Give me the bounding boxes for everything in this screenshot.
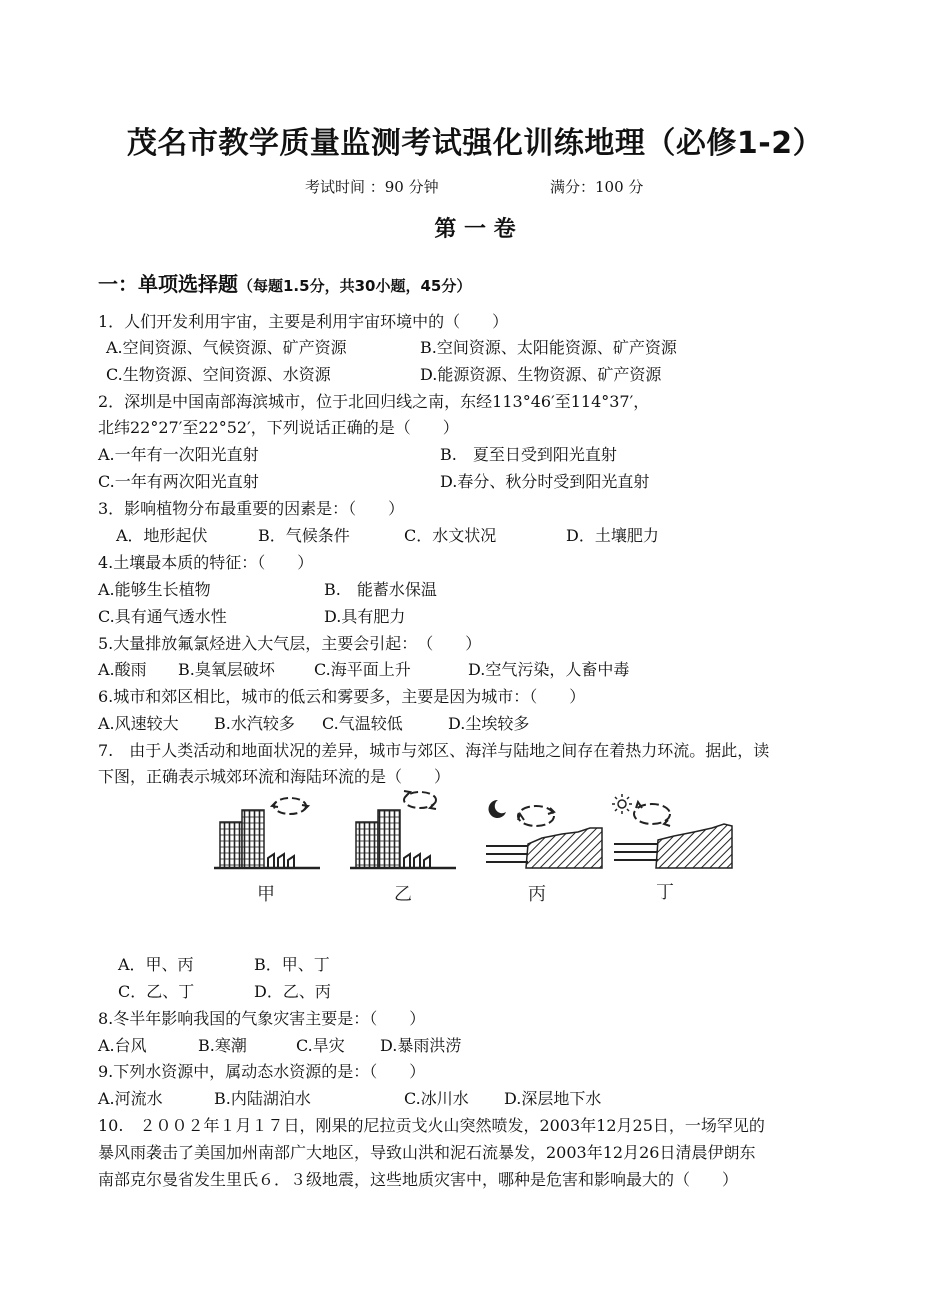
building-left [356,822,378,868]
q2-option-c: C.一年有两次阳光直射 [98,472,259,491]
question-9-stem: 9.下列水资源中，属动态水资源的是：（ ） [98,1062,426,1081]
q4-option-c: C.具有通气透水性 [98,607,227,626]
building-right [242,810,264,868]
question-4-stem: 4.土壤最本质的特征：（ ） [98,553,314,572]
question-3-stem: 3．影响植物分布最重要的因素是：（ ） [98,499,405,518]
factory-roofs [404,854,430,868]
arrow-icon [404,791,410,796]
q6-option-c: C.气温较低 [322,714,403,733]
section-note: （每题1.5分，共30小题，45分） [238,277,472,295]
q5-option-a: A.酸雨 [98,660,147,679]
question-1-stem: 1．人们开发利用宇宙，主要是利用宇宙环境中的（ ） [98,312,509,331]
q2-option-a: A.一年有一次阳光直射 [98,445,259,464]
q3-option-d: D．土壤肥力 [566,526,659,545]
thermal-circulation-figure [212,788,752,920]
exam-time: 考试时间 ：90 分钟 [305,178,439,196]
panel-yi [350,791,456,905]
q7-option-d: D．乙、丙 [254,982,331,1001]
q6-option-b: B.水汽较多 [214,714,295,733]
exam-title: 茂名市教学质量监测考试强化训练地理（必修1-2） [126,126,824,161]
panel-label-bing: 丙 [528,884,546,905]
q1-option-d: D.能源资源、生物资源、矿产资源 [420,365,662,384]
full-score: 满分：100 分 [550,178,644,196]
section-heading [98,268,471,297]
question-10-line3: 南部克尔曼省发生里氏６．３级地震，这些地质灾害中，哪种是危害和影响最大的（ ） [98,1170,739,1189]
land-hatch [656,824,732,868]
building-left [220,822,242,868]
q4-option-a: A.能够生长植物 [98,580,211,599]
q7-option-a: A．甲、丙 [118,955,194,974]
q1-option-b: B.空间资源、太阳能资源、矿产资源 [420,338,677,357]
arrow-icon [518,814,524,820]
q9-option-c: C.冰川水 [404,1089,469,1108]
building-right [378,810,400,868]
panel-label-jia: 甲 [257,884,275,905]
q7-option-b: B．甲、丁 [254,955,330,974]
q5-option-d: D.空气污染，人畜中毒 [468,660,630,679]
circulation-loop-icon [518,806,554,826]
question-2-stem-line2: 北纬22°27′至22°52′，下列说话正确的是（ ） [98,418,459,437]
q9-option-d: D.深层地下水 [504,1089,602,1108]
q7-option-c: C．乙、丁 [118,982,195,1001]
q8-option-b: B.寒潮 [198,1036,247,1055]
sun-icon [612,794,632,814]
q3-option-a: A．地形起伏 [116,526,208,545]
question-6-stem: 6.城市和郊区相比，城市的低云和雾要多，主要是因为城市：（ ） [98,687,586,706]
q1-option-c: C.生物资源、空间资源、水资源 [106,365,331,384]
q9-option-b: B.内陆湖泊水 [214,1089,311,1108]
question-5-stem: 5.大量排放氟氯烃进入大气层，主要会引起： （ ） [98,634,482,653]
q6-option-a: A.风速较大 [98,714,179,733]
land-hatch [526,828,602,868]
panel-label-yi: 乙 [394,884,412,905]
q6-option-d: D.尘埃较多 [448,714,530,733]
q8-option-a: A.台风 [98,1036,147,1055]
question-10-line1: 10. ２００２年１月１７日，刚果的尼拉贡戈火山突然喷发，2003年12月25日，一场罕见的 [98,1116,765,1135]
question-2-stem-line1: 2．深圳是中国南部海滨城市，位于北回归线之南，东经113°46′至114°37′， [98,392,650,411]
factory-roofs [268,854,294,868]
circulation-loop-icon [274,798,306,814]
question-10-line2: 暴风雨袭击了美国加州南部广大地区，导致山洪和泥石流暴发，2003年12月26日清晨伊朗东 [98,1143,756,1162]
panel-jia [214,798,320,905]
q2-option-b: B. 夏至日受到阳光直射 [440,445,617,464]
question-8-stem: 8.冬半年影响我国的气象灾害主要是：（ ） [98,1009,426,1028]
panel-label-ding: 丁 [656,882,674,903]
q1-option-a: A.空间资源、气候资源、矿产资源 [106,338,347,357]
q2-option-d: D.春分、秋分时受到阳光直射 [440,472,650,491]
q4-option-b: B. 能蓄水保温 [324,580,437,599]
question-7-stem-line1: 7. 由于人类活动和地面状况的差异，城市与郊区、海洋与陆地之间存在着热力环流。据此，读 [98,741,770,760]
q8-option-d: D.暴雨洪涝 [380,1036,462,1055]
q3-option-c: C．水文状况 [404,526,497,545]
question-7-stem-line2: 下图，正确表示城郊环流和海陆环流的是（ ） [98,767,451,786]
moon-icon [489,800,506,818]
q3-option-b: B．气候条件 [258,526,350,545]
volume-heading: 第 一 卷 [434,217,516,242]
q4-option-d: D.具有肥力 [324,607,406,626]
section-title: 一：单项选择题 [98,272,238,296]
panel-bing [486,800,602,905]
q5-option-b: B.臭氧层破坏 [178,660,275,679]
panel-ding [612,794,732,903]
q8-option-c: C.旱灾 [296,1036,345,1055]
q9-option-a: A.河流水 [98,1089,163,1108]
circulation-loop-icon [634,804,670,824]
q5-option-c: C.海平面上升 [314,660,411,679]
